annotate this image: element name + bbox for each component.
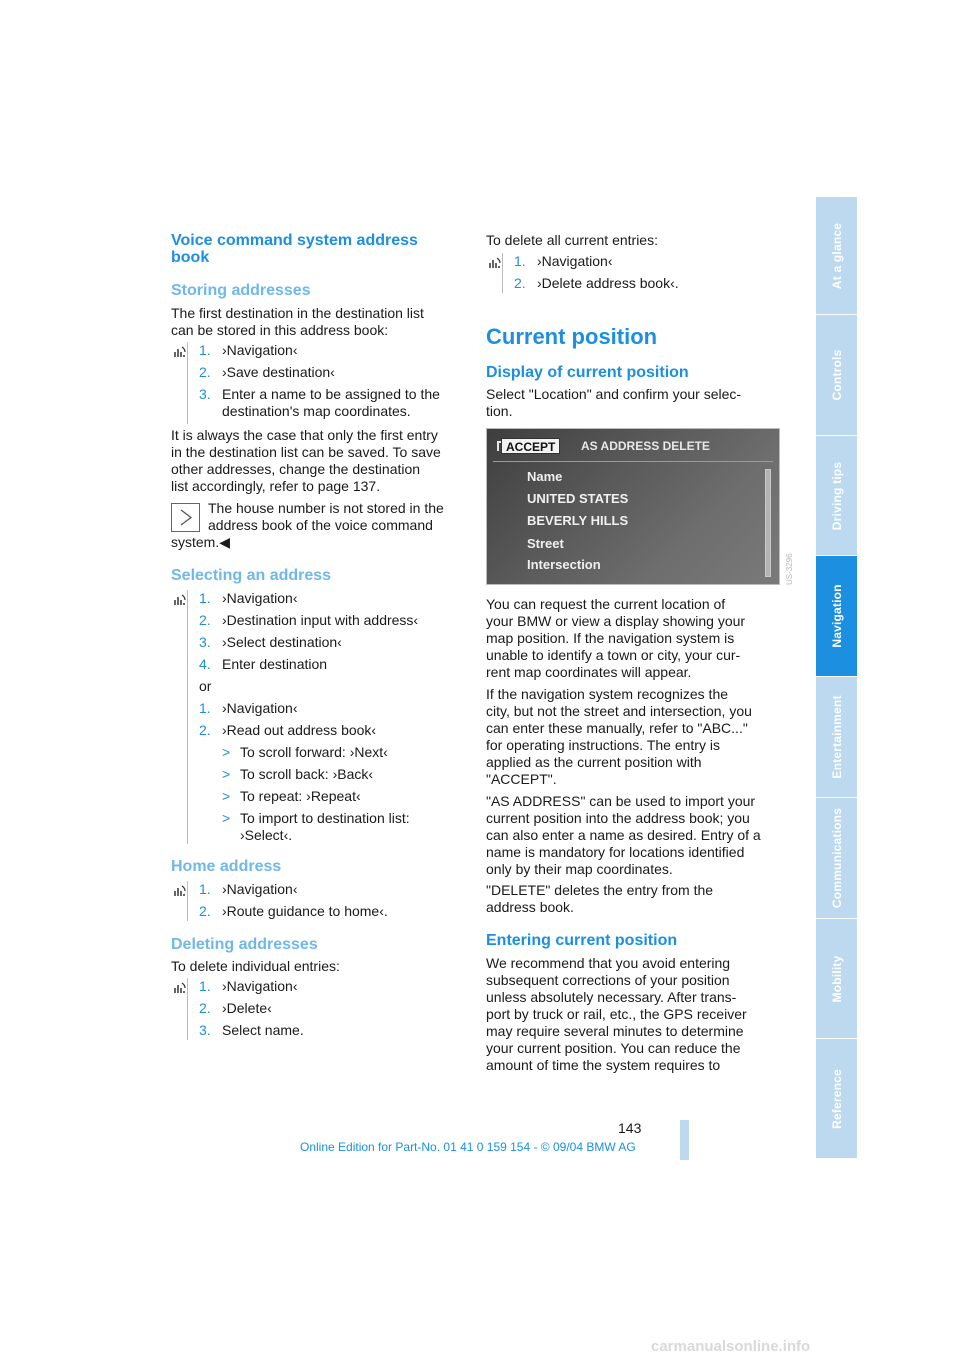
navigation-screen-image [486,428,780,585]
step-item: 2. ›Delete‹ [199,1000,272,1016]
asaddress-line-2: current position into the address book; you [486,810,750,826]
voice-command-icon [173,981,187,995]
request-line-4: unable to identify a town or city, your cur- [486,647,741,663]
asaddress-line-4: name is mandatory for locations identified [486,844,745,860]
note-line-3: system.◀ [171,534,230,550]
step-item: 3. Select name. [199,1022,304,1038]
screen-item-intersection: Intersection [527,557,601,572]
recognizes-line-6: "ACCEPT". [486,771,557,787]
storing-line-2: can be stored in this address book: [171,322,389,338]
entering-line-2: subsequent corrections of your position [486,972,730,988]
step-item: destination's map coordinates. [222,403,411,419]
voice-command-icon [173,884,187,898]
entering-line-7: amount of time the system requires to [486,1057,721,1073]
request-line-2: your BMW or view a display showing your [486,613,746,629]
display-line-2: tion. [486,403,513,419]
note-line-1: The house number is not stored in the [208,500,444,516]
heading-entering-current-position: Entering current position [486,932,678,949]
recognizes-line-1: If the navigation system recognizes the [486,686,729,702]
note-icon [171,503,200,532]
step-item: 1. ›Navigation‹ [199,342,298,358]
sub-step-item: > To scroll forward: ›Next‹ [222,744,388,760]
steps-delete-all [502,253,794,293]
heading-display-current-position: Display of current position [486,364,689,381]
accept-button: ACCEPT [501,438,560,454]
request-line-3: map position. If the navigation system is [486,630,735,646]
image-code: US-3296 [785,553,794,585]
screen-menu: AS ADDRESS DELETE [581,439,710,453]
recognizes-line-4: for operating instructions. The entry is [486,737,720,753]
request-line-1: You can request the current location of [486,596,726,612]
page-marker-bar [680,1120,689,1160]
heading-storing-addresses: Storing addresses [171,282,311,299]
deleting-intro: To delete individual entries: [171,958,340,974]
asaddress-line-3: can also enter a name as desired. Entry of a [486,827,761,843]
step-item: 3. Enter a name to be assigned to the [199,386,440,402]
tab-driving-tips[interactable]: Driving tips [816,436,857,556]
step-item: 2. ›Destination input with address‹ [199,612,419,628]
entering-line-4: port by truck or rail, etc., the GPS receiver [486,1006,747,1022]
tab-reference[interactable]: Reference [816,1039,857,1159]
always-line-3: other addresses, change the destination [171,461,421,477]
step-item: 2. ›Delete address book‹. [514,275,679,291]
step-item: 3. ›Select destination‹ [199,634,342,650]
step-item: 1. ›Navigation‹ [199,700,298,716]
recognizes-line-2: city, but not the street and intersection, you [486,703,752,719]
heading-voice-address-book: Voice command system address book [171,232,418,266]
entering-line-3: unless absolutely necessary. After trans- [486,989,737,1005]
tab-communications[interactable]: Communications [816,798,857,919]
or-text: or [199,678,212,694]
tab-navigation[interactable]: Navigation [816,556,857,677]
steps-storing [187,342,479,424]
heading-current-position: Current position [486,324,658,349]
always-line-2: in the destination list can be saved. To save [171,444,441,460]
asaddress-line-5: only by their map coordinates. [486,861,673,877]
step-item: 4. Enter destination [199,656,328,672]
display-line-1: Select "Location" and confirm your selec- [486,386,742,402]
step-item: 1. ›Navigation‹ [199,881,298,897]
always-line-4: list accordingly, refer to page 137. [171,478,381,494]
sub-step-item: > To import to destination list: [222,810,410,826]
steps-deleting [187,978,479,1040]
heading-deleting-addresses: Deleting addresses [171,936,318,953]
step-item: 1. ›Navigation‹ [199,978,298,994]
tab-at-a-glance[interactable]: At a glance [816,197,857,315]
steps-home [187,881,479,921]
entering-line-1: We recommend that you avoid entering [486,955,731,971]
tab-entertainment[interactable]: Entertainment [816,677,857,798]
recognizes-line-5: applied as the current position with [486,754,702,770]
recognizes-line-3: can enter these manually, refer to "ABC..." [486,720,748,736]
screen-item-country: UNITED STATES [527,491,629,506]
delete-line-2: address book. [486,899,574,915]
heading-selecting-address: Selecting an address [171,567,332,584]
watermark: carmanualsonline.info [651,1338,811,1355]
delete-all-intro: To delete all current entries: [486,232,658,248]
screen-divider [493,461,773,462]
step-item: 1. ›Navigation‹ [514,253,613,269]
tab-controls[interactable]: Controls [816,315,857,436]
steps-selecting [187,590,479,844]
note-line-2: address book of the voice command [208,517,433,533]
step-item: 2. ›Route guidance to home‹. [199,903,388,919]
always-line-1: It is always the case that only the first entry [171,427,438,443]
heading-home-address: Home address [171,858,282,875]
voice-command-icon [173,593,187,607]
step-item: 1. ›Navigation‹ [199,590,298,606]
sub-step-item: > To repeat: ›Repeat‹ [222,788,361,804]
entering-line-5: may require several minutes to determine [486,1023,744,1039]
page-number: 143 [618,1120,642,1136]
screen-item-street: Street [527,536,564,551]
screen-item-city: BEVERLY HILLS [527,513,629,528]
request-line-5: rent map coordinates will appear. [486,664,692,680]
screen-scrollbar [765,469,771,577]
step-item: 2. ›Save destination‹ [199,364,335,380]
screen-item-name: Name [527,469,563,484]
sub-step-continuation: ›Select‹. [240,827,293,843]
asaddress-line-1: "AS ADDRESS" can be used to import your [486,793,756,809]
step-item: 2. ›Read out address book‹ [199,722,377,738]
footer-edition: Online Edition for Part-No. 01 41 0 159 154 - © 09/04 BMW AG [300,1140,636,1154]
tab-mobility[interactable]: Mobility [816,919,857,1039]
voice-command-icon [173,345,187,359]
storing-line-1: The first destination in the destination list [171,305,424,321]
entering-line-6: your current position. You can reduce the [486,1040,741,1056]
sub-step-item: > To scroll back: ›Back‹ [222,766,374,782]
voice-command-icon [488,256,502,270]
delete-line-1: "DELETE" deletes the entry from the [486,882,714,898]
